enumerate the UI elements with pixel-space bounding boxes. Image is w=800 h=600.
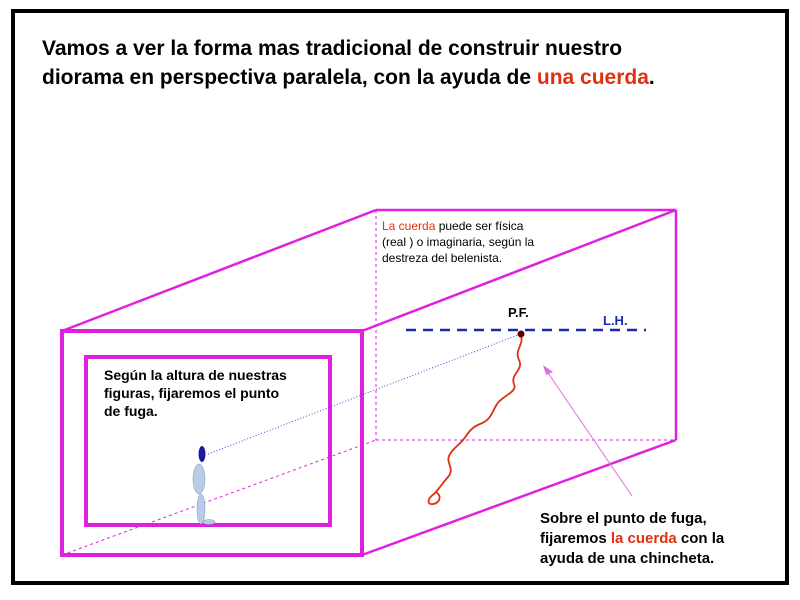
vanishing-point-label: P.F. (508, 305, 529, 320)
note-fuga-highlight: la cuerda (610, 530, 677, 547)
note-altura-line-1: Según la altura de nuestras (104, 367, 287, 383)
note-fuga-line-1: Sobre el punto de fuga, (540, 510, 707, 527)
title-line-2-suffix: . (648, 66, 655, 89)
figure-head (199, 446, 206, 462)
note-altura-line-2: figuras, fijaremos el punto (104, 385, 280, 401)
title-highlight: una cuerda (536, 66, 649, 89)
title-line-2-prefix: diorama en perspectiva paralela, con la ayuda de (42, 66, 537, 89)
box-edge-top-left (62, 210, 376, 331)
title-line-1: Vamos a ver la forma mas tradicional de construir nuestro (42, 37, 623, 60)
note-altura-line-3: de fuga. (104, 403, 158, 419)
note-fuga-line-2-suffix: con la (676, 530, 725, 547)
arrowhead (543, 365, 553, 375)
note-cuerda-highlight: La cuerda (382, 219, 436, 233)
figure-legs (197, 494, 205, 524)
pointer-arrow (546, 370, 632, 496)
note-cuerda (382, 218, 622, 266)
figure-foot (203, 520, 215, 525)
figure-torso (193, 464, 205, 494)
string (429, 336, 522, 504)
pushpin (518, 331, 525, 338)
note-punto-fuga (540, 509, 770, 569)
note-cuerda-line-3: destreza del belenista. (382, 251, 503, 265)
note-cuerda-line-2: (real ) o imaginaria, según la (382, 235, 535, 249)
note-altura (104, 366, 324, 420)
note-cuerda-line-1: puede ser física (435, 219, 524, 233)
note-fuga-line-3: ayuda de una chincheta. (540, 550, 715, 567)
note-fuga-line-2-prefix: fijaremos (540, 530, 611, 547)
horizon-line-label: L.H. (603, 313, 628, 328)
